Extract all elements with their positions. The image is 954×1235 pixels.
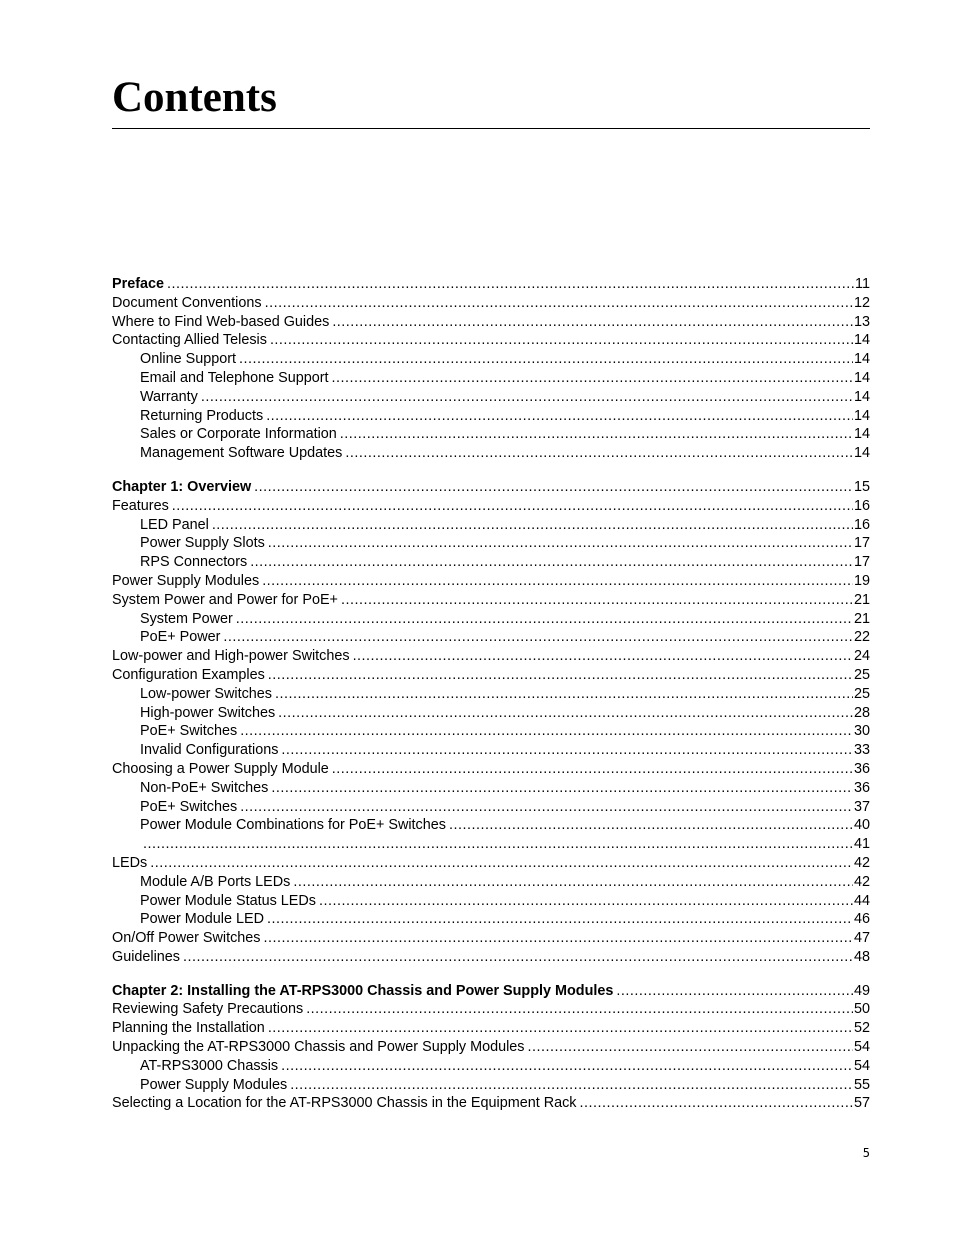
toc-page-number: 25 (853, 685, 870, 702)
toc-subentry[interactable] (112, 873, 870, 892)
toc-page-number: 22 (853, 629, 870, 646)
toc-entry-label: Sales or Corporate Information (140, 426, 337, 443)
toc-entry-label: Document Conventions (112, 294, 262, 311)
toc-entry[interactable] (112, 1038, 870, 1057)
toc-entry[interactable] (112, 1000, 870, 1019)
toc-page-number: 41 (853, 836, 870, 853)
toc-dot-leader (262, 572, 853, 591)
toc-section (112, 982, 870, 1114)
toc-page-number: 40 (853, 817, 870, 834)
toc-subentry[interactable] (112, 628, 870, 647)
toc-subentry[interactable] (112, 816, 870, 835)
toc-dot-leader (293, 873, 853, 892)
toc-entry[interactable] (112, 478, 870, 497)
toc-entry-label: Configuration Examples (112, 666, 265, 683)
toc-entry[interactable] (112, 275, 870, 294)
toc-dot-leader (580, 1094, 853, 1113)
toc-page-number: 42 (853, 873, 870, 890)
toc-page-number: 14 (853, 407, 870, 424)
toc-page-number: 57 (853, 1095, 870, 1112)
toc-dot-leader (172, 497, 853, 516)
toc-dot-leader (150, 854, 853, 873)
toc-dot-leader (201, 388, 853, 407)
toc-subentry[interactable] (112, 553, 870, 572)
toc-dot-leader (268, 666, 853, 685)
toc-entry-label: Contacting Allied Telesis (112, 332, 267, 349)
toc-entry[interactable] (112, 982, 870, 1001)
toc-entry[interactable] (112, 948, 870, 967)
toc-entry[interactable] (112, 572, 870, 591)
toc-page-number: 28 (853, 704, 870, 721)
toc-page-number: 48 (853, 948, 870, 965)
toc-subentry[interactable] (112, 444, 870, 463)
toc-entry-label: Choosing a Power Supply Module (112, 760, 329, 777)
toc-entry-label: Guidelines (112, 948, 180, 965)
toc-page-number: 14 (853, 388, 870, 405)
toc-entry-label: Email and Telephone Support (140, 369, 329, 386)
toc-dot-leader (332, 369, 853, 388)
toc-entry-label: System Power and Power for PoE+ (112, 591, 338, 608)
toc-page-number: 21 (853, 610, 870, 627)
toc-entry[interactable] (112, 760, 870, 779)
toc-entry-label: Reviewing Safety Precautions (112, 1001, 304, 1018)
toc-page-number: 42 (853, 854, 870, 871)
toc-entry-label: RPS Connectors (140, 554, 248, 571)
toc-page-number: 14 (853, 351, 870, 368)
toc-subentry[interactable] (112, 350, 870, 369)
toc-dot-leader (332, 313, 853, 332)
toc-dot-leader (278, 704, 853, 723)
toc-subentry[interactable] (112, 685, 870, 704)
toc-entry-label: Power Supply Modules (140, 1076, 288, 1093)
toc-dot-leader (341, 591, 853, 610)
toc-dot-leader (270, 331, 853, 350)
title-divider (112, 128, 870, 129)
toc-dot-leader (267, 910, 853, 929)
toc-page-number: 14 (853, 426, 870, 443)
toc-dot-leader (332, 760, 853, 779)
toc-page-number: 14 (853, 332, 870, 349)
toc-entry-label: Power Module LED (140, 911, 264, 928)
toc-entry-label: LED Panel (140, 516, 209, 533)
toc-entry-label: Management Software Updates (140, 445, 343, 462)
toc-dot-leader (528, 1038, 853, 1057)
toc-entry-label: PoE+ Power (140, 629, 221, 646)
toc-subentry[interactable] (112, 369, 870, 388)
toc-entry-label: Power Module Combinations for PoE+ Switches (140, 817, 446, 834)
toc-entry[interactable] (112, 497, 870, 516)
toc-section (112, 275, 870, 463)
toc-subentry[interactable] (112, 1076, 870, 1095)
toc-page-number: 52 (853, 1020, 870, 1037)
toc-entry-label: Online Support (140, 351, 236, 368)
toc-page-number: 37 (853, 798, 870, 815)
toc-page-number: 36 (853, 760, 870, 777)
toc-dot-leader (281, 741, 853, 760)
toc-dot-leader (240, 722, 853, 741)
toc-dot-leader (254, 478, 853, 497)
toc-dot-leader (353, 647, 853, 666)
toc-page-number: 17 (853, 535, 870, 552)
toc-entry-label: Unpacking the AT-RPS3000 Chassis and Power Supply Modules (112, 1039, 525, 1056)
toc-page-number: 44 (853, 892, 870, 909)
toc-dot-leader (240, 798, 853, 817)
toc-dot-leader (275, 685, 853, 704)
page-number: 5 (862, 1146, 870, 1160)
toc-entry[interactable] (112, 331, 870, 350)
toc-page-number: 46 (853, 911, 870, 928)
toc-dot-leader (265, 294, 853, 313)
toc-page-number: 19 (853, 572, 870, 589)
toc-dot-leader (271, 779, 853, 798)
toc-subentry[interactable] (112, 779, 870, 798)
toc-dot-leader (319, 892, 853, 911)
toc-subentry[interactable] (112, 610, 870, 629)
toc-dot-leader (616, 982, 853, 1001)
toc-page-number: 54 (853, 1039, 870, 1056)
toc-entry[interactable] (112, 591, 870, 610)
toc-dot-leader (223, 628, 853, 647)
toc-entry[interactable] (112, 1019, 870, 1038)
toc-subentry[interactable] (112, 704, 870, 723)
toc-entry[interactable] (112, 313, 870, 332)
toc-dot-leader (264, 929, 853, 948)
toc-page-number: 50 (853, 1001, 870, 1018)
toc-entry-label: LEDs (112, 854, 148, 871)
toc-dot-leader (143, 835, 853, 854)
toc-page-number: 15 (853, 478, 870, 495)
toc-subentry[interactable] (112, 910, 870, 929)
toc-page-number: 13 (853, 313, 870, 330)
toc-entry-label: Preface (112, 276, 165, 292)
toc-page-number: 14 (853, 445, 870, 462)
toc-entry-label: Low-power Switches (140, 685, 272, 702)
toc-subentry[interactable] (112, 425, 870, 444)
toc-dot-leader (290, 1076, 853, 1095)
toc-page-number: 14 (853, 369, 870, 386)
toc-dot-leader (250, 553, 853, 572)
toc-subentry[interactable] (112, 388, 870, 407)
toc-page-number: 47 (853, 930, 870, 947)
toc-page-number: 12 (853, 294, 870, 311)
toc-entry-label: Power Supply Slots (140, 535, 265, 552)
toc-page-number: 49 (853, 982, 870, 999)
toc-entry-label: Selecting a Location for the AT-RPS3000 Chassis in the Equipment Rack (112, 1095, 577, 1112)
toc-entry[interactable] (112, 294, 870, 313)
toc-dot-leader (449, 816, 853, 835)
toc-subentry[interactable] (112, 1057, 870, 1076)
toc-entry[interactable] (112, 929, 870, 948)
toc-entry-label: Chapter 2: Installing the AT-RPS3000 Chassis and Power Supply Modules (112, 982, 614, 999)
toc-entry-label: Chapter 1: Overview (112, 478, 252, 495)
toc-dot-leader (212, 516, 853, 535)
toc-subentry[interactable] (112, 534, 870, 553)
toc-page-number: 21 (853, 591, 870, 608)
toc-entry-label: PoE+ Switches (140, 798, 238, 815)
toc-subentry[interactable] (112, 798, 870, 817)
toc-dot-leader (183, 948, 853, 967)
toc-entry-label: Invalid Configurations (140, 742, 279, 759)
toc-entry[interactable] (112, 666, 870, 685)
toc-entry-label: AT-RPS3000 Chassis (140, 1057, 279, 1074)
toc-subentry[interactable] (112, 516, 870, 535)
toc-subentry[interactable] (112, 722, 870, 741)
toc-page-number: 11 (855, 276, 870, 292)
toc-entry-label: Returning Products (140, 407, 264, 424)
toc-page-number: 17 (853, 554, 870, 571)
toc-dot-leader (345, 444, 853, 463)
toc-entry[interactable] (112, 854, 870, 873)
toc-section (112, 478, 870, 967)
toc-dot-leader (268, 534, 853, 553)
toc-dot-leader (268, 1019, 853, 1038)
toc-entry-label: Module A/B Ports LEDs (140, 873, 291, 890)
toc-dot-leader (239, 350, 853, 369)
toc-page-number: 55 (853, 1076, 870, 1093)
page-title: Contents (112, 74, 277, 121)
toc-page-number: 16 (853, 497, 870, 514)
toc-dot-leader (266, 407, 853, 426)
toc-entry-label: Features (112, 497, 169, 514)
toc-page-number: 36 (853, 779, 870, 796)
toc-entry-label: PoE+ Switches (140, 723, 238, 740)
toc-subentry[interactable] (112, 892, 870, 911)
toc-entry-label: System Power (140, 610, 233, 627)
toc-page-number: 25 (853, 666, 870, 683)
toc-page-number: 24 (853, 648, 870, 665)
toc-entry-label: On/Off Power Switches (112, 930, 261, 947)
toc-dot-leader (340, 425, 853, 444)
toc-dot-leader (306, 1000, 853, 1019)
toc-subentry[interactable] (112, 407, 870, 426)
toc-page-number: 33 (853, 742, 870, 759)
toc-dot-leader (236, 610, 853, 629)
toc-page-number: 30 (853, 723, 870, 740)
toc-dot-leader (167, 275, 854, 294)
toc-entry-label: Non-PoE+ Switches (140, 779, 269, 796)
toc-entry-label: Where to Find Web-based Guides (112, 313, 330, 330)
toc-page-number: 54 (853, 1057, 870, 1074)
toc-subentry[interactable] (112, 835, 870, 854)
toc-page-number: 16 (853, 516, 870, 533)
toc-entry-label: Power Module Status LEDs (140, 892, 316, 909)
toc-entry-label: Planning the Installation (112, 1020, 265, 1037)
toc-entry-label: Warranty (140, 388, 198, 405)
toc-dot-leader (281, 1057, 853, 1076)
toc-entry-label: Power Supply Modules (112, 572, 260, 589)
table-of-contents (112, 275, 870, 1128)
toc-entry-label: Low-power and High-power Switches (112, 648, 350, 665)
toc-entry-label: High-power Switches (140, 704, 276, 721)
toc-subentry[interactable] (112, 741, 870, 760)
toc-entry[interactable] (112, 1094, 870, 1113)
toc-entry[interactable] (112, 647, 870, 666)
